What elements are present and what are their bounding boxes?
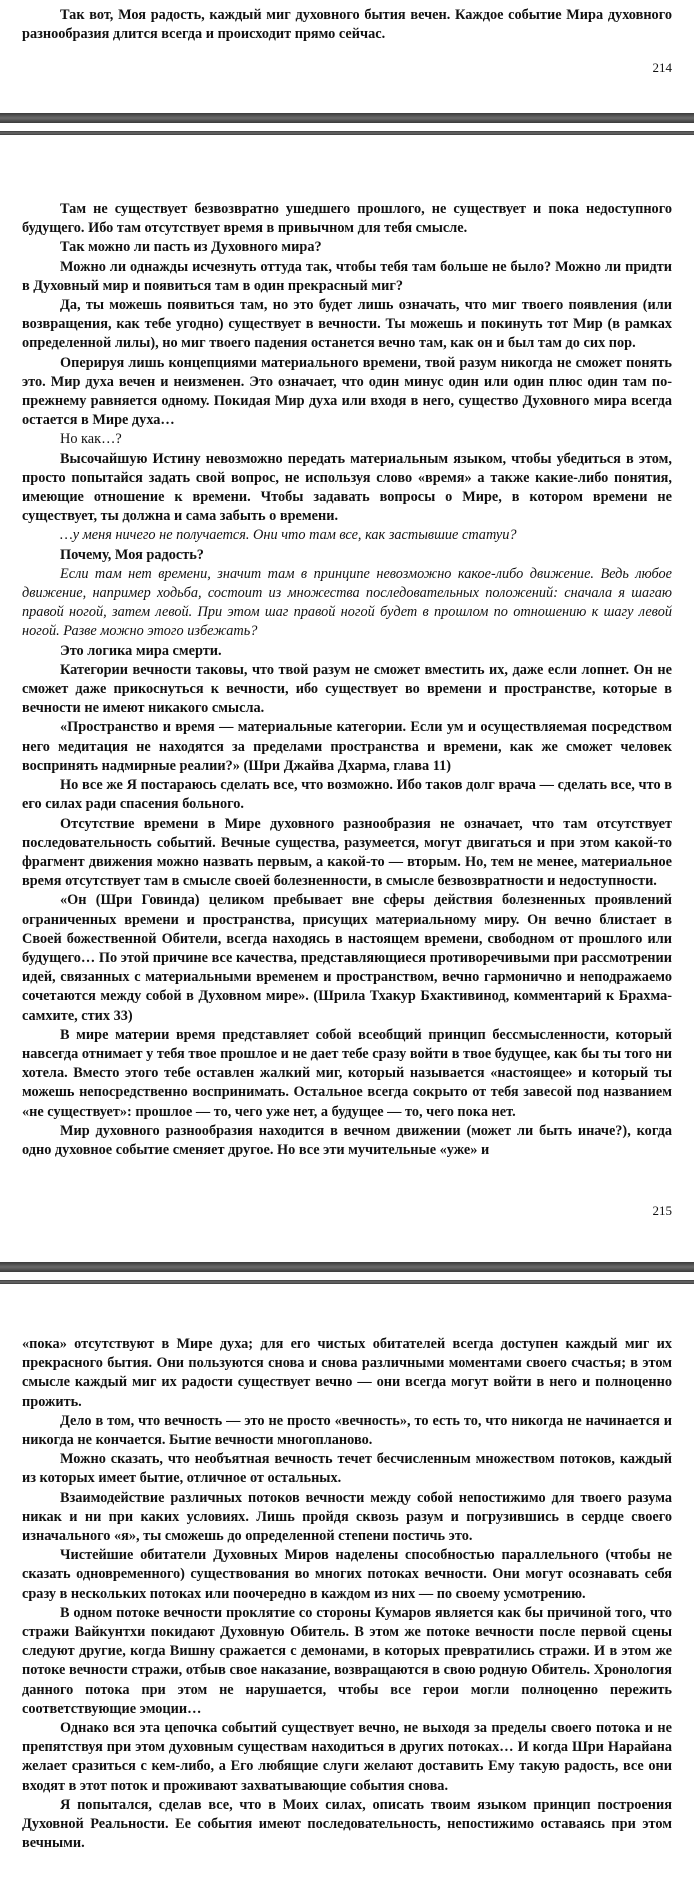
paragraph: Так можно ли пасть из Духовного мира? xyxy=(60,239,322,256)
page-number: 214 xyxy=(652,60,672,75)
paragraph: Можно сказать, что необъятная вечность течет бесчисленным множеством потоков, каждый из которых имеет бытие, отличное от остальных. xyxy=(22,1451,672,1487)
paragraph: Оперируя лишь концепциями материального времени, твой разум никогда не сможет понять это. Мир духа вечен и неизменен. Это означает, что один минус один или один плюс один там по-прежнему равняется одному. Покидая Мир духа или входя в него, существо Духовного мира всегда остается в Мире духа… xyxy=(22,354,672,429)
paragraph: Там не существует безвозвратно ушедшего прошлого, не существует и пока недоступного будущего. Ибо там отсутствует время в привычном для тебя смысле. xyxy=(22,201,672,237)
page-215 xyxy=(0,200,694,1218)
paragraph: Почему, Моя радость? xyxy=(60,546,204,563)
paragraph: В одном потоке вечности проклятие со стороны Кумаров является как бы причиной того, что стражи Вайкунтхи покидают Духовную Обитель. В этом же потоке вечности после первой сцены следуют другие, когда Вишну сражается с демонами, в которых превратились стражи. И в этом же потоке вечности стражи, отбыв свое наказание, возвращаются в свою родную Обитель. Хронология данного потока при этом не нарушается, чтобы все герои могли полноценно пережить соответствующие эмоции… xyxy=(22,1604,672,1717)
paragraph: Чистейшие обитатели Духовных Миров наделены способностью параллельного (чтобы не сказать одновременного) существования во многих потоках вечности. Они могут осознавать себя сразу в нескольких потоках или поочередно в каждом из них — по своему усмотрению. xyxy=(22,1547,672,1602)
page-separator xyxy=(0,1262,694,1284)
paragraph: Мир духовного разнообразия находится в вечном движении (может ли быть иначе?), когда одно духовное событие сменяет другое. Но все эти мучительные «уже» и xyxy=(22,1122,672,1158)
paragraph: Но все же Я постараюсь сделать все, что возможно. Ибо таков долг врача — сделать все, что в его силах ради спасения больного. xyxy=(22,777,672,813)
paragraph: Дело в том, что вечность — это не просто «вечность», то есть то, что никогда не начинается и никогда не кончается. Бытие вечности многопланово. xyxy=(22,1412,672,1449)
page-214 xyxy=(0,6,694,75)
paragraph: Я попытался, сделав все, что в Моих силах, описать твоим языком принцип построения Духовной Реальности. Ее события имеют последовательность, непостижимо оставаясь при этом вечными. xyxy=(22,1796,672,1852)
paragraph: Это логика мира смерти. xyxy=(60,642,222,659)
page-number: 215 xyxy=(652,1203,672,1218)
paragraph: В мире материи время представляет собой всеобщий принцип бессмысленности, который навсегда отнимает у тебя твое прошлое и не дает тебе сразу войти в твое будущее, как бы ты того ни хотела. Вместо этого тебе оставлен жалкий миг, который называется «настоящее» и который ты можешь непосредственно воспринимать. Остальное всегда сокрыто от тебя завесой под названием «не существует»: прошлое — то, чего уже нет, а будущее — то, чего пока нет. xyxy=(22,1026,672,1120)
paragraph: Если там нет времени, значит там в принципе невозможно какое-либо движение. Ведь любое движение, например ходьба, состоит из множества последовательных положений: сначала я шагаю правой ногой, затем левой. При этом шаг правой ногой будет в прошлом по отношению к шагу левой ногой. Разве можно этого избежать? xyxy=(22,565,672,640)
paragraph: …у меня ничего не получается. Они что там все, как застывшие статуи? xyxy=(60,527,517,544)
paragraph: Да, ты можешь появиться там, но это будет лишь означать, что миг твоего появления (или возвращения, как тебе угодно) существует в вечности. Ты можешь и покинуть тот Мир (в рамках определенной лилы), но миг твоего падения останется вечно там, как он и был там до сих пор. xyxy=(22,297,672,352)
page-separator xyxy=(0,113,694,135)
paragraph: «Пространство и время — материальные категории. Если ум и осуществляемая посредством него медитация не находятся за пределами пространства и времени, как же сможет человек воспринять надмирные реалии?» (Шри Джайва Дхарма, глава 11) xyxy=(22,719,672,774)
paragraph: Высочайшую Истину невозможно передать материальным языком, чтобы убедиться в этом, просто попытайся задать свой вопрос, не используя слово «время» а также какие-либо понятия, имеющие отношение к времени. Чтобы задавать вопросы о Мире, в котором времени не существует, ты должна и сама забыть о времени. xyxy=(22,450,672,525)
paragraph: Можно ли однажды исчезнуть оттуда так, чтобы тебя там больше не было? Можно ли придти в Духовный мир и появиться там в один прекрасный миг? xyxy=(22,258,672,294)
page-216 xyxy=(0,1335,694,1853)
paragraph: Так вот, Моя радость, каждый миг духовного бытия вечен. Каждое событие Мира духовного разнообразия длится всегда и происходит прямо сейчас. xyxy=(22,7,672,43)
paragraph: Взаимодействие различных потоков вечности между собой непостижимо для твоего разума никак и ни при каких условиях. Лишь пройдя сквозь разум и погрузившись в сердце своего изначального «я», ты сможешь до определенной степени постичь это. xyxy=(22,1489,672,1545)
paragraph: «Он (Шри Говинда) целиком пребывает вне сферы действия болезненных проявлений ограниченных времени и пространства, присущих материальному миру. Он вечно блистает в Своей божественной Обители, всегда находясь в настоящем времени, свободном от прошлого или будущего… По этой причине все качества, представляющиеся противоречивыми при рассмотрении идей, связанных с материальными временем и пространством, вечно гармонично и неподражаемо сочетаются между собой в Духовном мире». (Шрила Тхакур Бхактивинод, комментарий к Брахма-самхите, стих 33) xyxy=(22,892,672,1024)
paragraph: Категории вечности таковы, что твой разум не сможет вместить их, даже если лопнет. Он не сможет даже прикоснуться к вечности, ибо существует во времени и пространстве, которые в вечности не имеют никакого смысла. xyxy=(22,661,672,717)
paragraph: Однако вся эта цепочка событий существует вечно, не выходя за пределы своего потока и не препятствуя при этом духовным существам находиться в других потоках… И когда Шри Нарайана желает сразиться с кем-либо, а Его любящие слуги желают доставить Ему такую радость, все они входят в этот поток и проживают захватывающие события снова. xyxy=(22,1720,672,1794)
paragraph: Отсутствие времени в Мире духовного разнообразия не означает, что там отсутствует последовательность событий. Вечные существа, разумеется, могут двигаться и при этом какой-то фрагмент движения можно назвать первым, а какой-то — вторым. Но, тем не менее, материальное время отсутствует там в смысле своей болезненности, в смысле безвозвратности и недоступности. xyxy=(22,815,672,890)
paragraph: Но как…? xyxy=(60,431,122,448)
paragraph: «пока» отсутствуют в Мире духа; для его чистых обитателей всегда доступен каждый миг их прекрасного бытия. Они пользуются снова и снова различными моментами своего счастья; в этом смысле каждый миг их радости существует вечно — они всегда могут войти в него и полноценно прожить. xyxy=(22,1336,672,1410)
